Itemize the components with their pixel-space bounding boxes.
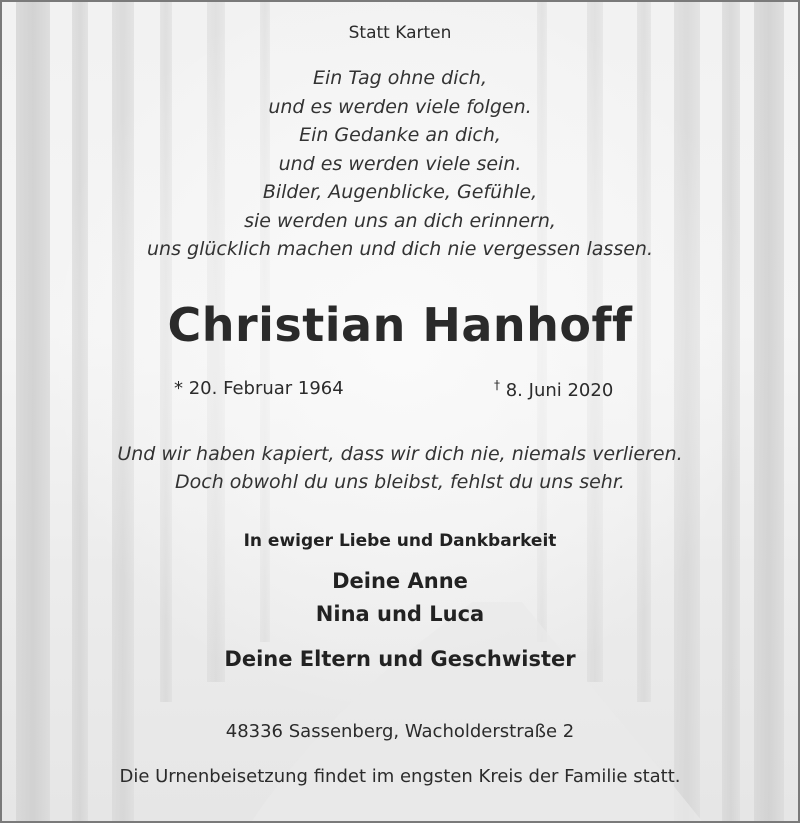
quote-line: Und wir haben kapiert, dass wir dich nie, niemals verlieren. <box>117 443 683 465</box>
death-date: 8. Juni 2020 <box>505 380 614 401</box>
cross-icon: † <box>494 378 500 392</box>
address: 48336 Sassenberg, Wacholderstraße 2 <box>225 721 575 742</box>
mourner-name: Nina und Luca <box>315 602 485 626</box>
header-label: Statt Karten <box>348 23 452 43</box>
mourners-intro: In ewiger Liebe und Dankbarkeit <box>243 531 557 551</box>
obituary-content <box>2 2 798 821</box>
death-date-row <box>494 378 613 401</box>
mourner-name: Deine Eltern und Geschwister <box>224 647 576 671</box>
deceased-name: Christian Hanhoff <box>167 298 633 352</box>
poem <box>2 64 798 264</box>
poem-line: uns glücklich machen und dich nie vergessen lassen. <box>146 238 653 260</box>
poem-line: Ein Gedanke an dich, <box>299 124 501 146</box>
mourner-name: Deine Anne <box>332 569 468 593</box>
poem-line: Ein Tag ohne dich, <box>312 67 488 89</box>
quote-line: Doch obwohl du uns bleibst, fehlst du uns sehr. <box>175 471 625 493</box>
poem-line: Bilder, Augenblicke, Gefühle, <box>262 181 538 203</box>
poem-line: und es werden viele folgen. <box>268 95 532 118</box>
poem-line: und es werden viele sein. <box>278 152 522 175</box>
quote <box>2 440 798 496</box>
poem-line: sie werden uns an dich erinnern, <box>244 209 556 232</box>
birth-date: * 20. Februar 1964 <box>174 378 344 399</box>
footer-note: Die Urnenbeisetzung findet im engsten Kreis der Familie statt. <box>119 766 681 787</box>
